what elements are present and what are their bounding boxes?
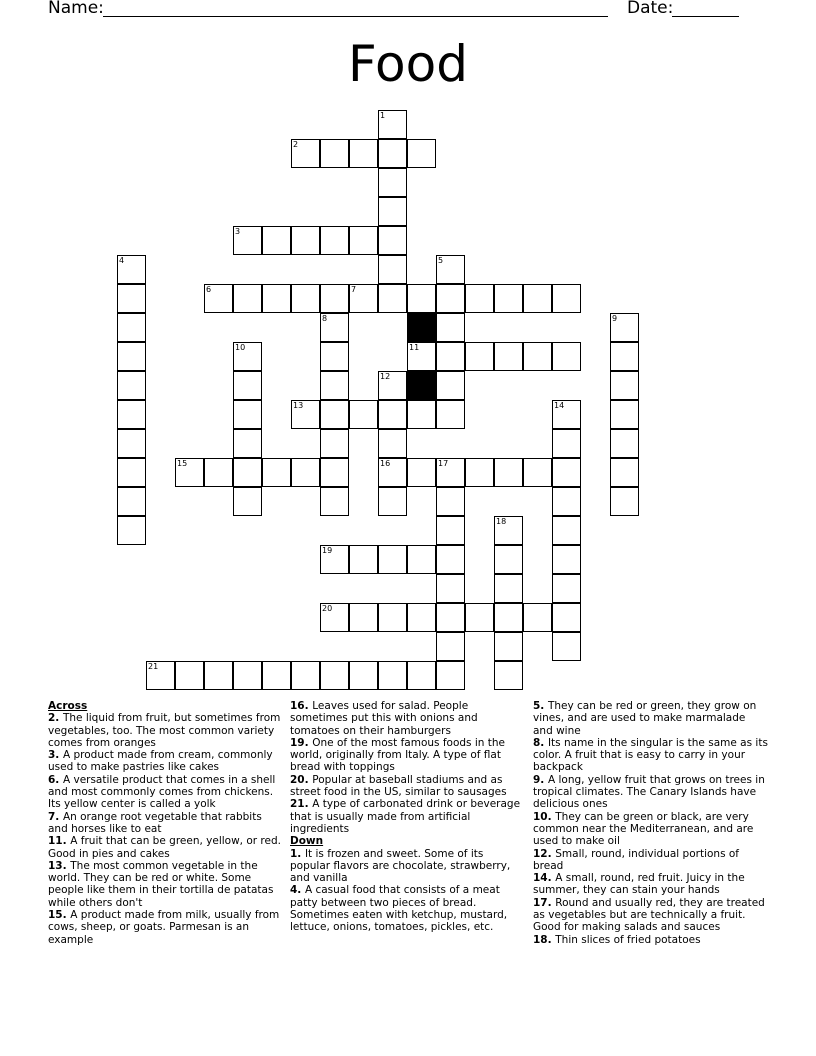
grid-cell[interactable] [233,371,262,400]
grid-cell[interactable] [465,284,494,313]
grid-cell[interactable] [320,400,349,429]
grid-cell[interactable] [494,603,523,632]
grid-cell[interactable] [320,603,349,632]
grid-cell[interactable] [523,603,552,632]
grid-cell[interactable] [262,226,291,255]
grid-cell[interactable] [436,371,465,400]
clue-number: 1 [380,111,386,120]
grid-cell[interactable] [262,458,291,487]
grid-cell[interactable] [378,661,407,690]
clue-number: 7 [351,285,357,294]
grid-cell[interactable] [465,603,494,632]
grid-cell[interactable] [175,458,204,487]
grid-cell[interactable] [146,661,175,690]
clue-number: 20 [322,604,333,613]
down-clue: 14. A small, round, red fruit. Juicy in the summer, they can stain your hands [533,872,745,897]
grid-cell[interactable] [320,226,349,255]
grid-cell[interactable] [378,168,407,197]
grid-cell[interactable] [610,487,639,516]
clue-number: 2 [293,140,299,149]
grid-cell[interactable] [407,661,436,690]
across-clue: 11. A fruit that can be green, yellow, or red. Good in pies and cakes [48,835,281,860]
grid-cell[interactable] [436,632,465,661]
grid-cell[interactable] [552,516,581,545]
grid-cell[interactable] [436,458,465,487]
grid-cell[interactable] [436,603,465,632]
grid-cell[interactable] [320,313,349,342]
across-heading: Across [48,700,88,712]
grid-cell[interactable] [233,284,262,313]
grid-cell[interactable] [378,603,407,632]
grid-cell[interactable] [552,574,581,603]
down-clue: 9. A long, yellow fruit that grows on trees in tropical climates. The Canary Islands have delicious ones [533,773,765,811]
grid-cell[interactable] [117,458,146,487]
grid-cell[interactable] [320,139,349,168]
grid-cell[interactable] [552,429,581,458]
grid-cell[interactable] [262,284,291,313]
grid-cell[interactable] [610,313,639,342]
grid-cell[interactable] [117,342,146,371]
grid-cell[interactable] [494,545,523,574]
grid-cell[interactable] [262,661,291,690]
grid-cell[interactable] [407,458,436,487]
grid-cell[interactable] [494,458,523,487]
clue-number: 19 [322,546,333,555]
grid-cell[interactable] [436,574,465,603]
grid-cell[interactable] [552,487,581,516]
grid-cell[interactable] [494,342,523,371]
grid-cell[interactable] [436,284,465,313]
grid-block [407,371,436,400]
down-heading: Down [290,835,324,848]
grid-cell[interactable] [436,545,465,574]
down-clue: 4. A casual food that consists of a meat patty between two pieces of bread. Sometimes eaten with ketchup, mustard, lettuce, onions, tomatoes, pickles, etc. [290,884,508,934]
clue-number: 12 [380,372,391,381]
grid-cell[interactable] [291,661,320,690]
down-clue: 12. Small, round, individual portions of bread [533,847,740,872]
across-clue: 7. An orange root vegetable that rabbits and horses like to eat [48,810,262,835]
grid-cell[interactable] [378,284,407,313]
grid-cell[interactable] [349,661,378,690]
grid-cell[interactable] [204,458,233,487]
grid-cell[interactable] [349,226,378,255]
grid-cell[interactable] [436,400,465,429]
clue-number: 18 [496,517,507,526]
down-clue: 5. They can be red or green, they grow on vines, and are used to make marmalade and wine [533,700,757,737]
grid-cell[interactable] [320,429,349,458]
grid-cell[interactable] [378,110,407,139]
grid-cell[interactable] [610,458,639,487]
down-clue: 18. Thin slices of fried potatoes [533,933,701,946]
grid-cell[interactable] [117,255,146,284]
grid-cell[interactable] [204,284,233,313]
grid-cell[interactable] [117,371,146,400]
grid-cell[interactable] [349,545,378,574]
grid-cell[interactable] [610,400,639,429]
clues-column-3 [533,700,768,946]
clue-number: 3 [235,227,241,236]
grid-cell[interactable] [378,226,407,255]
grid-cell[interactable] [233,429,262,458]
grid-cell[interactable] [407,139,436,168]
grid-cell[interactable] [465,458,494,487]
grid-cell[interactable] [407,342,436,371]
grid-cell[interactable] [436,255,465,284]
grid-cell[interactable] [320,458,349,487]
clue-number: 13 [293,401,304,410]
grid-cell[interactable] [320,661,349,690]
clue-number: 4 [119,256,125,265]
page-title: Food [348,35,468,93]
date-label: Date: [627,0,674,18]
grid-cell[interactable] [436,342,465,371]
grid-cell[interactable] [291,139,320,168]
grid-cell[interactable] [320,487,349,516]
across-clue: 21. A type of carbonated drink or beverage that is usually made from artificial ingredients [290,798,521,835]
grid-cell[interactable] [378,429,407,458]
clue-number: 21 [148,662,159,671]
grid-cell[interactable] [494,632,523,661]
clue-number: 10 [235,343,246,352]
grid-cell[interactable] [349,400,378,429]
grid-cell[interactable] [117,313,146,342]
clue-number: 5 [438,256,444,265]
grid-cell[interactable] [378,487,407,516]
across-clue: 15. A product made from milk, usually from cows, sheep, or goats. Parmesan is an example [48,909,280,946]
down-clue: 1. It is frozen and sweet. Some of its popular flavors are chocolate, strawberry, and vanilla [290,847,511,885]
grid-cell[interactable] [291,226,320,255]
grid-cell[interactable] [378,371,407,400]
name-label: Name: [48,0,104,18]
clue-number: 17 [438,459,449,468]
across-clue: 16. Leaves used for salad. People sometimes put this with onions and tomatoes on their hamburgers [290,700,478,737]
grid-cell[interactable] [378,400,407,429]
grid-cell[interactable] [320,284,349,313]
clues-column-2 [290,700,525,934]
grid-cell[interactable] [552,603,581,632]
grid-cell[interactable] [204,661,233,690]
grid-cell[interactable] [523,342,552,371]
grid-cell[interactable] [494,574,523,603]
grid-cell[interactable] [378,255,407,284]
across-clue: 19. One of the most famous foods in the world, originally from Italy. A type of flat bread with toppings [290,736,505,774]
grid-cell[interactable] [320,342,349,371]
grid-cell[interactable] [291,458,320,487]
across-clue: 20. Popular at baseball stadiums and as street food in the US, similar to sausages [290,773,507,799]
grid-cell[interactable] [407,603,436,632]
grid-cell[interactable] [233,342,262,371]
grid-cell[interactable] [233,400,262,429]
grid-cell[interactable] [523,458,552,487]
grid-cell[interactable] [552,458,581,487]
across-clue: 6. A versatile product that comes in a shell and most commonly comes from chickens. Its yellow center is called a yolk [48,773,276,811]
grid-cell[interactable] [610,371,639,400]
grid-cell[interactable] [175,661,204,690]
grid-cell[interactable] [407,284,436,313]
grid-cell[interactable] [117,487,146,516]
grid-cell[interactable] [349,603,378,632]
clue-number: 16 [380,459,391,468]
grid-cell[interactable] [378,545,407,574]
grid-cell[interactable] [117,284,146,313]
clue-number: 9 [612,314,618,323]
grid-cell[interactable] [320,545,349,574]
clue-number: 14 [554,401,565,410]
grid-cell[interactable] [233,661,262,690]
grid-cell[interactable] [494,516,523,545]
grid-cell[interactable] [552,632,581,661]
clue-number: 15 [177,459,188,468]
grid-cell[interactable] [407,400,436,429]
grid-block [407,313,436,342]
clue-number: 6 [206,285,212,294]
grid-cell[interactable] [610,342,639,371]
grid-cell[interactable] [436,313,465,342]
grid-cell[interactable] [552,284,581,313]
clues-column-1 [48,700,283,946]
grid-cell[interactable] [523,284,552,313]
grid-cell[interactable] [378,197,407,226]
grid-cell[interactable] [552,400,581,429]
grid-cell[interactable] [436,516,465,545]
grid-cell[interactable] [494,661,523,690]
grid-cell[interactable] [436,487,465,516]
clue-number: 8 [322,314,328,323]
grid-cell[interactable] [349,139,378,168]
across-clue: 3. A product made from cream, commonly used to make pastries like cakes [48,749,273,774]
grid-cell[interactable] [465,342,494,371]
grid-cell[interactable] [378,139,407,168]
grid-cell[interactable] [291,400,320,429]
clue-number: 11 [409,343,420,352]
grid-cell[interactable] [291,284,320,313]
grid-cell[interactable] [233,458,262,487]
across-clue: 13. The most common vegetable in the world. They can be red or white. Some people like them in their tortilla de patatas while others don't [48,859,274,909]
grid-cell[interactable] [233,487,262,516]
down-clue: 10. They can be green or black, are very common near the Mediterranean, and are used to make oil [533,810,754,848]
grid-cell[interactable] [494,284,523,313]
down-clue: 17. Round and usually red, they are treated as vegetables but are technically a fruit. Good for making salads and sauces [533,896,765,934]
grid-cell[interactable] [233,226,262,255]
grid-cell[interactable] [378,458,407,487]
grid-cell[interactable] [117,516,146,545]
grid-cell[interactable] [610,429,639,458]
down-clue: 8. Its name in the singular is the same as its color. A fruit that is easy to carry in your backpack [533,736,768,774]
grid-cell[interactable] [320,371,349,400]
grid-cell[interactable] [407,545,436,574]
grid-cell[interactable] [117,400,146,429]
grid-cell[interactable] [552,545,581,574]
across-clue: 2. The liquid from fruit, but sometimes from vegetables, too. The most common variety comes from oranges [48,712,281,749]
grid-cell[interactable] [349,284,378,313]
grid-cell[interactable] [436,661,465,690]
grid-cell[interactable] [552,342,581,371]
grid-cell[interactable] [117,429,146,458]
